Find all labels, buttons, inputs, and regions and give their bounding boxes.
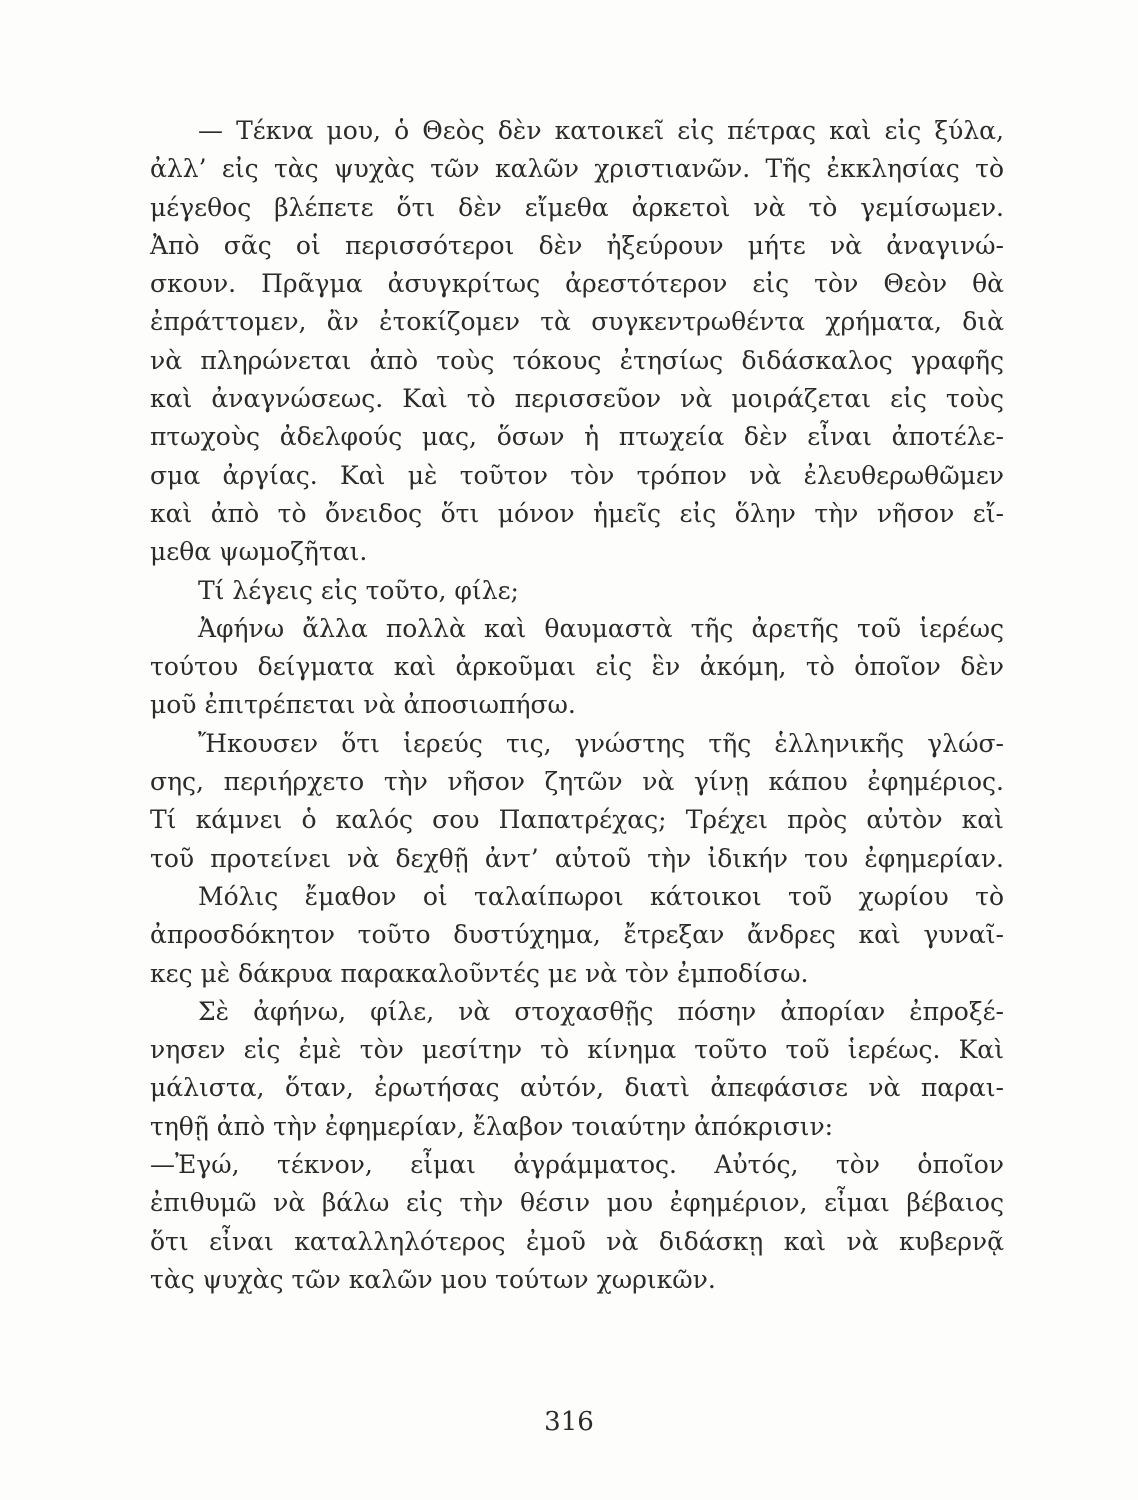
text-line: καὶ ἀπὸ τὸ ὄνειδος ὅτι μόνον ἡμεῖς εἰς ὅλην τὴν νῆσον εἴ- xyxy=(150,498,1004,528)
text-line: Τί λέγεις εἰς τοῦτο, φίλε; xyxy=(198,575,519,605)
text-line: μέγεθος βλέπετε ὅτι δὲν εἴμεθα ἀρκετοὶ νὰ τὸ γεμίσωμεν. xyxy=(150,192,1004,222)
text-line: τηθῇ ἀπὸ τὴν ἐφημερίαν, ἔλαβον τοιαύτην ἀπόκρισιν: xyxy=(150,1111,834,1141)
text-line: ἀπροσδόκητον τοῦτο δυστύχημα, ἔτρεξαν ἄνδρες καὶ γυναῖ- xyxy=(150,920,1004,950)
text-line: Ἀπὸ σᾶς οἱ περισσότεροι δὲν ἠξεύρουν μήτε νὰ ἀναγινώ- xyxy=(150,230,1004,260)
text-line: μάλιστα, ὅταν, ἐρωτήσας αὐτόν, διατὶ ἀπεφάσισε νὰ παραι- xyxy=(150,1073,1004,1103)
text-line: πτωχοὺς ἀδελφούς μας, ὅσων ἡ πτωχεία δὲν εἶναι ἀποτέλε- xyxy=(150,422,1004,452)
text-line: ἀλλ’ εἰς τὰς ψυχὰς τῶν καλῶν χριστιανῶν. Τῆς ἐκκλησίας τὸ xyxy=(150,154,1004,184)
text-line: σμα ἀργίας. Καὶ μὲ τοῦτον τὸν τρόπον νὰ ἐλευθερωθῶμεν xyxy=(150,460,1004,490)
text-line: σης, περιήρχετο τὴν νῆσον ζητῶν νὰ γίνῃ κάπου ἐφημέριος. xyxy=(150,767,1004,797)
text-line: ἐπιθυμῶ νὰ βάλω εἰς τὴν θέσιν μου ἐφημέριον, εἶμαι βέβαιος xyxy=(150,1188,1004,1218)
text-line: μοῦ ἐπιτρέπεται νὰ ἀποσιωπήσω. xyxy=(150,690,576,720)
text-line: νὰ πληρώνεται ἀπὸ τοὺς τόκους ἐτησίως διδάσκαλος γραφῆς xyxy=(150,345,1004,375)
text-line: — Τέκνα μου, ὁ Θεὸς δὲν κατοικεῖ εἰς πέτρας καὶ εἰς ξύλα, xyxy=(198,116,1004,145)
text-line: —Ἐγώ, τέκνον, εἶμαι ἀγράμματος. Αὐτός, τὸν ὁποῖον xyxy=(150,1150,1004,1180)
text-line: τὰς ψυχὰς τῶν καλῶν μου τούτων χωρικῶν. xyxy=(150,1264,716,1294)
text-line: Ἤκουσεν ὅτι ἱερεύς τις, γνώστης τῆς ἑλληνικῆς γλώσ- xyxy=(198,728,1004,758)
text-line: τοῦ προτείνει νὰ δεχθῇ ἀντ’ αὐτοῦ τὴν ἰδικήν του ἐφημερίαν. xyxy=(150,843,1004,873)
text-line: κες μὲ δάκρυα παρακαλοῦντές με νὰ τὸν ἐμποδίσω. xyxy=(150,958,809,988)
text-line: νησεν εἰς ἐμὲ τὸν μεσίτην τὸ κίνημα τοῦτο τοῦ ἱερέως. Καὶ xyxy=(150,1035,1004,1065)
page-body-text xyxy=(150,112,1004,1299)
page-number: 316 xyxy=(544,1407,594,1437)
text-line: σκουν. Πρᾶγμα ἀσυγκρίτως ἀρεστότερον εἰς τὸν Θεὸν θὰ xyxy=(150,269,1004,299)
text-line: Τί κάμνει ὁ καλός σου Παπατρέχας; Τρέχει πρὸς αὐτὸν καὶ xyxy=(150,805,1004,835)
text-line: Σὲ ἀφήνω, φίλε, νὰ στοχασθῇς πόσην ἀπορίαν ἐπροξέ- xyxy=(198,996,1004,1026)
text-line: μεθα ψωμοζῆται. xyxy=(150,537,368,567)
text-line: Ἀφήνω ἄλλα πολλὰ καὶ θαυμαστὰ τῆς ἀρετῆς τοῦ ἱερέως xyxy=(198,613,1004,643)
text-line: τούτου δείγματα καὶ ἀρκοῦμαι εἰς ἓν ἀκόμη, τὸ ὁποῖον δὲν xyxy=(150,652,1004,682)
text-line: Μόλις ἔμαθον οἱ ταλαίπωροι κάτοικοι τοῦ χωρίου τὸ xyxy=(198,881,1004,911)
text-line: καὶ ἀναγνώσεως. Καὶ τὸ περισσεῦον νὰ μοιράζεται εἰς τοὺς xyxy=(150,384,1004,414)
text-line: ὅτι εἶναι καταλληλότερος ἐμοῦ νὰ διδάσκῃ καὶ νὰ κυβερνᾷ xyxy=(150,1226,1004,1256)
text-line: ἐπράττομεν, ἂν ἐτοκίζομεν τὰ συγκεντρωθέντα χρήματα, διὰ xyxy=(150,307,1004,337)
